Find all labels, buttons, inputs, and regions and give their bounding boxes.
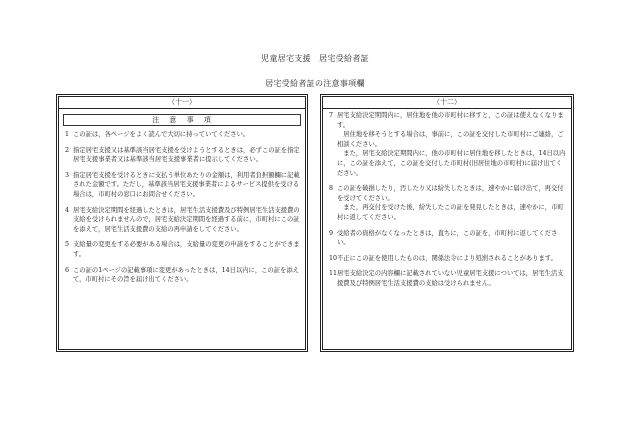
note-continuation: また，再交付を受けた後，紛失したこの証を発見したときは，速やかに，市町村に返してください。 [337,204,564,221]
left-notes-list [59,126,305,285]
right-panel-header: （十二） [323,97,571,109]
note-item: 5 支給量の変更をする必要がある場合は，支給量の変更の申請をすることができます。 [65,241,300,258]
right-notes-list [323,109,571,289]
note-item: 9 受給者の資格がなくなったときは，直ちに，この証を，市町村に返してください。 [329,229,558,247]
note-continuation: 居住地を移そうとする場合は，事前に，この証を交付した市町村にご連絡，ご相談ください。 [337,131,564,148]
notes-heading: 注 意 事 項 [63,114,301,126]
left-panel [56,94,308,352]
note-item: 10不正にこの証を使用したものは，関係法令により処罰されることがあります。 [329,254,557,262]
note-item: 4 居宅支給決定期間を経過したときは，居宅生活支援費及び特例居宅生活支援費の支給を受けられませんので，居宅支給決定期間を経過する前に，市町村にこの証を添えて，居宅生活支援費の支給の再申請をしてください。 [65,206,300,233]
document-subtitle: 居宅受給者証の注意事項欄 [265,79,365,88]
right-panel [320,94,574,352]
note-item: 6 この証の1ページの記載事項に変更があったときは，14日以内に，この証を添えて，市町村にその旨を届け出てください。 [65,266,299,284]
note-continuation: また，居宅支給決定期間内に，他の市町村に居住地を移したときは，14日以内に，この証を添えて，この証を交付した市町村(旧居住地の市町村)に届け出てください。 [337,150,566,177]
left-panel-header: （十一） [59,97,305,109]
note-item: 1 この証は，各ページをよく読んで大切に持っていてください。 [65,131,250,138]
note-item: 2 指定居宅支援又は基準該当居宅支援を受けようとするときは，必ずこの証を指定居宅支援事業者又は基準該当居宅支援事業者に提示してください。 [65,146,300,164]
note-item: 7 居宅支給決定期間内に，居住地を他の市町村に移すと，この証は使えなくなります。 居住地を移そうとする場合は，事前に，この証を交付した市町村にご連絡，ご相談ください。 また，居宅支給決定期間内に，他の市町村に居住地を移したときは，14日以内に，この証を添えて，この証を交付した市町村(旧居住地の市町村)に届け出てください。 [329,112,566,177]
note-item: 8 この証を破損したり，汚したり又は紛失したときは，速やかに届け出て，再交付を受けてください。 また，再交付を受けた後，紛失したこの証を発見したときは，速やかに，市町村に返してください。 [329,184,566,222]
note-item: 3 指定居宅支援を受けるときに支払う単位あたりの金額は，利用者負担額欄に記載された金額です。ただし，基準該当居宅支援事業者によるサービス提供を受ける場合は，市町村の窓口にお問合せください。 [65,171,300,198]
note-item: 11居宅支給決定の内容欄に記載されていない児童居宅支援については，居宅生活支援費及び特例居宅生活支援費の支給は受けられません。 [329,270,564,287]
document-title: 児童居宅支援 居宅受給者証 [261,54,369,63]
